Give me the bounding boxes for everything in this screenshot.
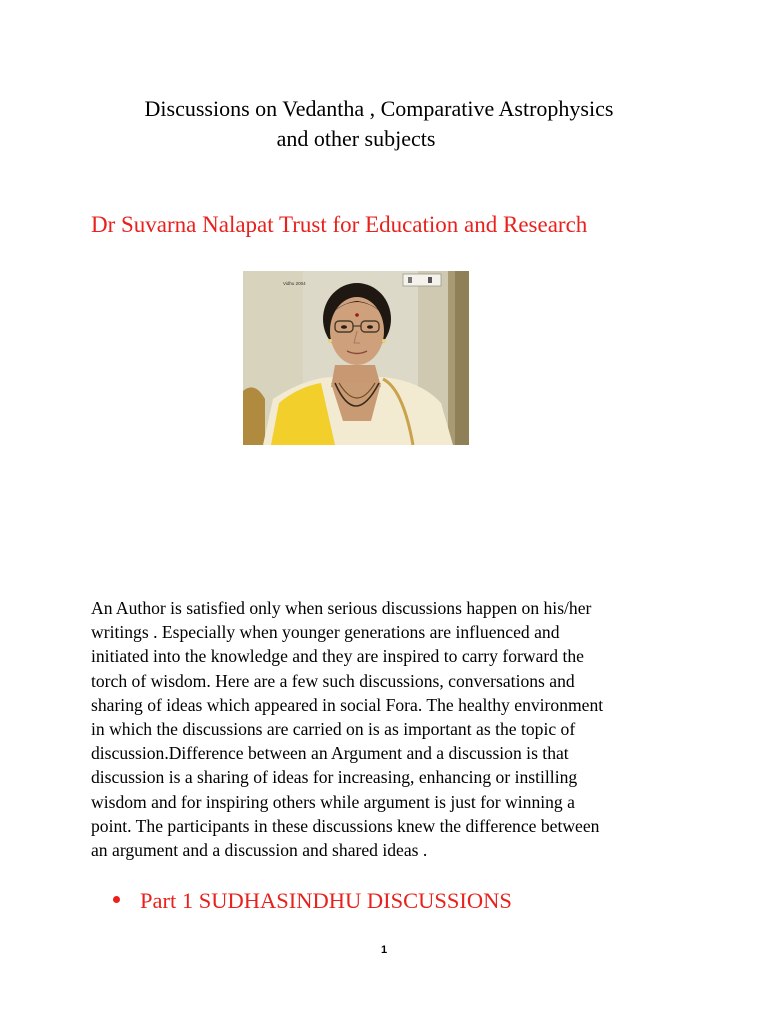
bullet-dot-icon xyxy=(113,896,120,903)
paragraph-line: discussion is a sharing of ideas for increasing, enhancing or instilling xyxy=(91,767,578,788)
paragraph-line: sharing of ideas which appeared in social Fora. The healthy environment xyxy=(91,694,604,715)
paragraph-line: an argument and a discussion and shared ideas . xyxy=(91,840,428,861)
trust-subtitle: Dr Suvarna Nalapat Trust for Education and Research xyxy=(91,212,588,237)
bullet-label: Part 1 SUDHASINDHU DISCUSSIONS xyxy=(140,888,512,913)
document-title-line2: and other subjects xyxy=(276,126,436,151)
paragraph-line: writings . Especially when younger generations are influenced and xyxy=(91,622,560,643)
paragraph-line: wisdom and for inspiring others while argument is just for winning a xyxy=(91,791,575,812)
paragraph-line: discussion.Difference between an Argument and a discussion is that xyxy=(91,743,569,764)
paragraph-line: torch of wisdom. Here are a few such discussions, conversations and xyxy=(91,670,575,691)
page-number: 1 xyxy=(380,944,388,956)
paragraph-line: initiated into the knowledge and they are inspired to carry forward the xyxy=(91,646,584,667)
paragraph-line: in which the discussions are carried on is as important as the topic of xyxy=(91,719,576,740)
document-title-line1: Discussions on Vedantha , Comparative Astrophysics xyxy=(144,96,614,121)
photo-stamp: Vidhu 2004 xyxy=(283,281,306,286)
author-portrait-photo xyxy=(243,271,469,445)
intro-paragraph xyxy=(91,596,691,862)
bullet-item-part1 xyxy=(113,888,512,914)
paragraph-line: An Author is satisfied only when serious discussions happen on his/her xyxy=(91,598,592,618)
paragraph-line: point. The participants in these discussions knew the difference between xyxy=(91,815,600,836)
